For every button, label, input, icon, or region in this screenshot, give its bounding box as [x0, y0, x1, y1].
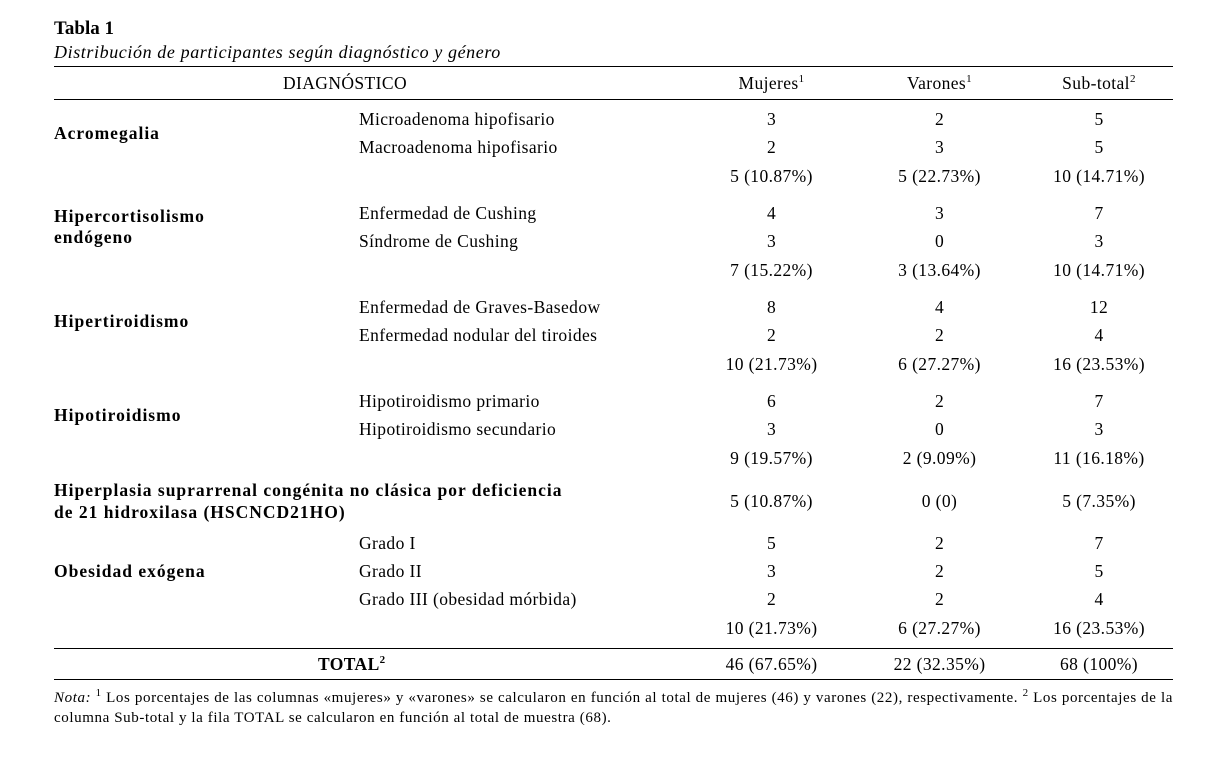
header-subtotal-label: Sub-total	[1062, 72, 1130, 93]
note-prefix: Nota:	[54, 690, 92, 706]
group-total-subtotal: 10 (14.71%)	[1053, 259, 1145, 280]
cell-subtotal: 5	[1094, 136, 1104, 157]
cell-mujeres: 3	[766, 560, 777, 581]
table-row	[54, 293, 1173, 321]
cell-varones: 2	[934, 108, 945, 129]
note-sup-2: 2	[1022, 687, 1029, 699]
group-total-mujeres: 10 (21.73%)	[725, 353, 818, 374]
subcategory-label: Enfermedad de Graves-Basedow	[359, 296, 601, 317]
total-label	[54, 649, 689, 680]
cell-subtotal: 7	[1094, 390, 1104, 411]
cell-subtotal: 4	[1094, 588, 1104, 609]
cell-mujeres: 3	[766, 108, 777, 129]
group-total-row	[54, 161, 1173, 191]
document	[54, 18, 1173, 728]
cell-subtotal: 3	[1094, 418, 1104, 439]
cell-subtotal: 12	[1089, 296, 1109, 317]
hscn-subtotal: 5 (7.35%)	[1062, 490, 1136, 511]
cell-mujeres: 5	[766, 532, 777, 553]
cell-mujeres: 3	[766, 230, 777, 251]
table-row	[54, 387, 1173, 415]
cell-varones: 0	[934, 230, 945, 251]
group-name-line: Hipercortisolismo	[54, 206, 205, 226]
cell-subtotal: 5	[1094, 108, 1104, 129]
cell-subtotal: 4	[1094, 324, 1104, 345]
hscn-varones: 0 (0)	[921, 490, 958, 511]
group-total-mujeres: 9 (19.57%)	[730, 447, 813, 468]
group-name-acromegalia	[54, 105, 359, 161]
group-name-obesidad	[54, 529, 359, 613]
table-caption: Distribución de participantes según diagnóstico y género	[54, 42, 501, 62]
header-subtotal	[1025, 67, 1173, 100]
subcategory-label: Grado III (obesidad mórbida)	[359, 588, 577, 609]
cell-mujeres: 2	[766, 136, 777, 157]
group-total-row	[54, 443, 1173, 473]
group-name-line: Acromegalia	[54, 122, 160, 143]
subcategory-label: Hipotiroidismo primario	[359, 390, 540, 411]
header-varones-label: Varones	[906, 72, 967, 93]
table-row	[54, 105, 1173, 133]
total-label-text: TOTAL	[318, 653, 380, 674]
group-name-line: Hiperplasia suprarrenal congénita no clásica por deficiencia	[54, 480, 563, 500]
cell-subtotal: 7	[1094, 202, 1104, 223]
cell-mujeres: 6	[766, 390, 777, 411]
note-text-2: Los porcentajes de la columna Sub-total y la fila TOTAL se calcularon en función al total de muestra (68).	[54, 690, 1173, 726]
cell-mujeres: 4	[766, 202, 777, 223]
group-total-varones: 6 (27.27%)	[898, 353, 981, 374]
group-name-line: endógeno	[54, 227, 133, 247]
header-varones-sup: 1	[966, 72, 973, 85]
group-total-mujeres: 5 (10.87%)	[730, 165, 813, 186]
group-name-line: de 21 hidroxilasa (HSCNCD21HO)	[54, 502, 346, 522]
header-diagnostico	[54, 67, 689, 100]
group-total-row	[54, 349, 1173, 379]
group-total-varones: 6 (27.27%)	[898, 617, 981, 638]
cell-subtotal: 7	[1094, 532, 1104, 553]
group-total-mujeres: 7 (15.22%)	[730, 259, 813, 280]
group-name-line: Obesidad exógena	[54, 560, 206, 581]
cell-subtotal: 5	[1094, 560, 1104, 581]
cell-varones: 2	[934, 532, 945, 553]
group-total-subtotal: 16 (23.53%)	[1053, 353, 1145, 374]
total-mujeres: 46 (67.65%)	[689, 649, 854, 680]
cell-varones: 2	[934, 560, 945, 581]
table-row	[54, 529, 1173, 557]
cell-mujeres: 2	[766, 588, 777, 609]
group-total-row	[54, 613, 1173, 643]
cell-subtotal: 3	[1094, 230, 1104, 251]
group-total-varones: 3 (13.64%)	[898, 259, 981, 280]
header-subtotal-sup: 2	[1129, 72, 1136, 85]
group-name-hipotiroidismo	[54, 387, 359, 443]
cell-mujeres: 3	[766, 418, 777, 439]
group-total-mujeres: 10 (21.73%)	[725, 617, 818, 638]
cell-varones: 2	[934, 324, 945, 345]
cell-varones: 0	[934, 418, 945, 439]
note-sup-1: 1	[95, 687, 102, 699]
header-mujeres	[689, 67, 854, 100]
total-subtotal: 68 (100%)	[1025, 649, 1173, 680]
header-row	[54, 67, 1173, 100]
cell-mujeres: 2	[766, 324, 777, 345]
table-note	[54, 688, 1173, 728]
subcategory-label: Hipotiroidismo secundario	[359, 418, 557, 439]
cell-mujeres: 8	[766, 296, 777, 317]
group-name-hipercortisolismo	[54, 199, 359, 255]
header-mujeres-label: Mujeres	[738, 72, 799, 93]
subcategory-label: Grado II	[359, 560, 422, 581]
group-name-line: Hipotiroidismo	[54, 404, 182, 425]
header-varones	[854, 67, 1025, 100]
group-total-subtotal: 10 (14.71%)	[1053, 165, 1145, 186]
group-name-hipertiroidismo	[54, 293, 359, 349]
table-number: Tabla 1	[54, 18, 115, 39]
diagnosis-table	[54, 66, 1173, 680]
header-mujeres-sup: 1	[798, 72, 805, 85]
group-total-subtotal: 11 (16.18%)	[1053, 447, 1145, 468]
cell-varones: 4	[934, 296, 945, 317]
subcategory-label: Macroadenoma hipofisario	[359, 136, 558, 157]
subcategory-label: Grado I	[359, 532, 416, 553]
group-name-hscn	[54, 473, 689, 529]
group-total-row	[54, 255, 1173, 285]
group-total-varones: 2 (9.09%)	[902, 447, 977, 468]
group-total-subtotal: 16 (23.53%)	[1053, 617, 1145, 638]
cell-varones: 3	[934, 202, 945, 223]
subcategory-label: Enfermedad de Cushing	[359, 202, 537, 223]
hscn-row	[54, 473, 1173, 529]
group-total-varones: 5 (22.73%)	[898, 165, 981, 186]
subcategory-label: Síndrome de Cushing	[359, 230, 519, 251]
total-row	[54, 649, 1173, 680]
cell-varones: 2	[934, 390, 945, 411]
note-text-1: Los porcentajes de las columnas «mujeres» y «varones» se calcularon en función al total de mujeres (46) y varones (22), respectivamente.	[101, 690, 1023, 706]
cell-varones: 2	[934, 588, 945, 609]
cell-varones: 3	[934, 136, 945, 157]
total-varones: 22 (32.35%)	[854, 649, 1025, 680]
group-name-line: Hipertiroidismo	[54, 310, 190, 331]
subcategory-label: Enfermedad nodular del tiroides	[359, 324, 598, 345]
hscn-mujeres: 5 (10.87%)	[730, 490, 813, 511]
total-label-sup: 2	[379, 653, 386, 666]
table-row	[54, 199, 1173, 227]
header-diagnostico-label: DIAGNÓSTICO	[283, 72, 407, 93]
subcategory-label: Microadenoma hipofisario	[359, 108, 555, 129]
